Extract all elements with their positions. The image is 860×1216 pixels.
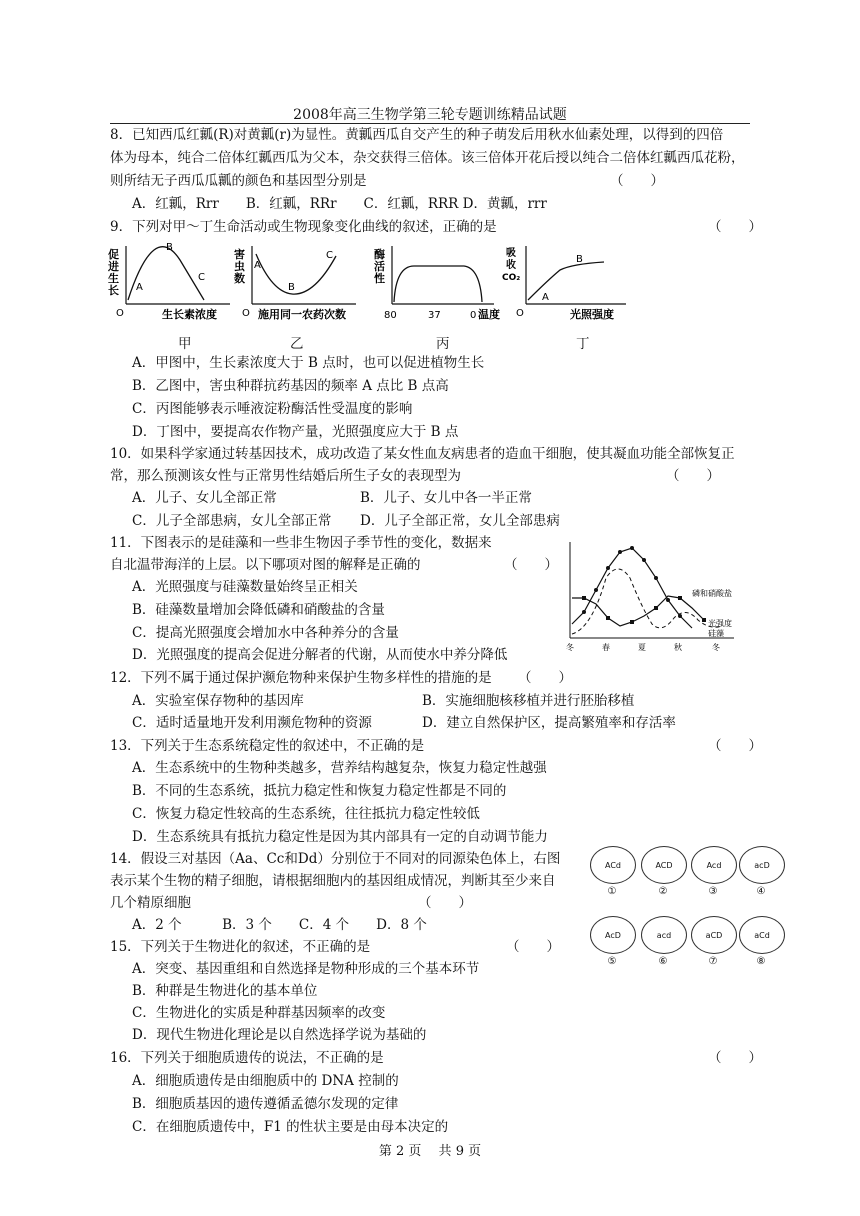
q10-option-d: D．儿子全部正常，女儿全部患病: [360, 513, 560, 529]
q14-line1: 14．假设三对基因（Aa、Cc和Dd）分别位于不同对的同源染色体上，右图: [110, 851, 561, 867]
jia-point-b: B: [166, 242, 173, 253]
sperm-num-8: ⑧: [756, 956, 766, 967]
q8-answer-paren: （ ）: [610, 173, 664, 189]
q9-answer-paren: （ ）: [708, 219, 762, 235]
season-spring: 春: [602, 643, 610, 652]
ding-ylabel-1: 收: [506, 260, 516, 271]
q9-option-b: B．乙图中，害虫种群抗药基因的频率 A 点比 B 点高: [132, 378, 449, 394]
graph-jia-name: 甲: [178, 336, 192, 352]
q14-line3: 几个精原细胞: [110, 895, 191, 911]
yi-point-c: C: [326, 250, 333, 261]
q15-option-d: D．现代生物进化理论是以自然选择学说为基础的: [132, 1027, 427, 1043]
sperm-num-5: ⑤: [607, 956, 617, 967]
q11-option-a: A．光照强度与硅藻数量始终呈正相关: [132, 579, 358, 595]
q11-answer-paren: （ ）: [504, 557, 558, 573]
graph-bing-name: 丙: [436, 336, 450, 352]
sperm-cell-5: AcD: [590, 916, 636, 954]
ding-origin: O: [516, 308, 524, 319]
q15-option-c: C．生物进化的实质是种群基因频率的改变: [132, 1005, 386, 1021]
q9-stem: 9．下列对甲～丁生命活动或生物现象变化曲线的叙述，正确的是: [110, 219, 497, 235]
q13-stem: 13．下列关于生态系统稳定性的叙述中，不正确的是: [110, 738, 425, 754]
q16-answer-paren: （ ）: [708, 1050, 762, 1066]
jia-ylabel-1: 进: [108, 260, 119, 273]
graph-ding: [500, 240, 630, 332]
q16-option-a: A．细胞质遗传是由细胞质中的 DNA 控制的: [132, 1073, 399, 1089]
ding-point-a: A: [542, 292, 549, 303]
ding-ylabel-0: 吸: [506, 248, 516, 259]
q16-option-c: C．在细胞质遗传中，F1 的性状主要是由母本决定的: [132, 1119, 449, 1135]
q11-option-b: B．硅藻数量增加会降低磷和硝酸盐的含量: [132, 602, 385, 618]
q13-answer-paren: （ ）: [708, 738, 762, 754]
q12-option-b: B．实施细胞核移植并进行胚胎移植: [422, 693, 635, 709]
q8-options: A．红瓤，Rrr B．红瓤，RRr C．红瓤，RRR D．黄瓤，rrr: [132, 196, 547, 212]
q12-option-c: C．适时适量地开发利用濒危物种的资源: [132, 715, 372, 731]
jia-xlabel: 生长素浓度: [162, 308, 217, 321]
sperm-cell-3: Acd: [691, 846, 737, 884]
sperm-num-1: ①: [607, 886, 617, 897]
q13-option-c: C．恢复力稳定性较高的生态系统，往往抵抗力稳定性较低: [132, 806, 480, 822]
graph-yi-name: 乙: [290, 336, 304, 352]
q16-option-b: B．细胞质基因的遗传遵循孟德尔发现的定律: [132, 1096, 399, 1112]
q13-option-a: A．生态系统中的生物种类越多，营养结构越复杂，恢复力稳定性越强: [132, 760, 547, 776]
sperm-num-2: ②: [658, 886, 668, 897]
q11-option-c: C．提高光照强度会增加水中各种养分的含量: [132, 625, 399, 641]
jia-ylabel-2: 生: [108, 272, 119, 285]
q12-option-a: A．实验室保存物种的基因库: [132, 693, 304, 709]
sperm-cell-7: aCD: [691, 916, 737, 954]
q13-option-b: B．不同的生态系统，抵抗力稳定性和恢复力稳定性都是不同的: [132, 783, 507, 799]
seasonal-chart: [562, 538, 738, 656]
bing-tick-80: 80: [384, 310, 397, 321]
q9-option-d: D．丁图中，要提高农作物产量，光照强度应大于 B 点: [132, 424, 459, 440]
bing-ylabel-1: 活: [374, 260, 385, 273]
yi-point-a: A: [254, 260, 261, 271]
graph-jia: [106, 240, 234, 332]
jia-point-c: C: [198, 272, 205, 283]
page-footer: 第 2 页 共 9 页: [378, 1144, 482, 1159]
q13-option-d: D．生态系统具有抵抗力稳定性是因为其内部具有一定的自动调节能力: [132, 829, 548, 845]
q12-stem: 12．下列不属于通过保护濒危物种来保护生物多样性的措施的是: [110, 670, 492, 686]
q12-option-d: D．建立自然保护区，提高繁殖率和存活率: [422, 715, 676, 731]
yi-xlabel: 施用同一农药次数: [258, 308, 346, 321]
q8-line3: 则所结无子西瓜瓜瓤的颜色和基因型分别是: [110, 173, 367, 189]
sperm-num-4: ④: [756, 886, 766, 897]
sperm-num-6: ⑥: [658, 956, 668, 967]
q15-option-a: A．突变、基因重组和自然选择是物种形成的三个基本环节: [132, 961, 480, 977]
q14-answer-paren: （ ）: [418, 895, 472, 911]
bing-tick-37: 37: [428, 310, 441, 321]
yi-ylabel-2: 数: [234, 272, 245, 285]
seasonal-diatom-label: 硅藻: [708, 629, 724, 638]
seasonal-light-label: 光强度: [708, 619, 732, 628]
q10-option-b: B．儿子、女儿中各一半正常: [360, 490, 532, 506]
sperm-cell-4: acD: [739, 846, 785, 884]
q8-line1: 8．已知西瓜红瓤(R)对黄瓤(r)为显性。黄瓤西瓜自交产生的种子萌发后用秋水仙素处理，以得到的四倍: [110, 127, 724, 143]
q14-options: A．2 个 B．3 个 C．4 个 D．8 个: [132, 917, 427, 933]
q12-answer-paren: （ ）: [518, 670, 572, 686]
q9-option-c: C．丙图能够表示唾液淀粉酶活性受温度的影响: [132, 401, 413, 417]
q14-line2: 表示某个生物的精子细胞，请根据细胞内的基因组成情况，判断其至少来自: [110, 873, 556, 889]
sperm-cell-2: ACD: [641, 846, 687, 884]
ding-point-b: B: [576, 254, 583, 265]
jia-ylabel-3: 长: [108, 284, 119, 297]
sperm-cell-8: aCd: [739, 916, 785, 954]
graph-ding-name: 丁: [576, 336, 590, 352]
season-winter-1: 冬: [566, 643, 574, 652]
page-header: 2008年高三生物学第三轮专题训练精品试题: [293, 107, 567, 123]
graph-bing: [370, 240, 500, 332]
sperm-num-3: ③: [708, 886, 718, 897]
yi-ylabel-0: 害: [234, 248, 245, 261]
yi-point-b: B: [288, 282, 295, 293]
jia-point-a: A: [136, 282, 143, 293]
q15-option-b: B．种群是生物进化的基本单位: [132, 983, 318, 999]
q8-line2: 体为母本，纯合二倍体红瓤西瓜为父本，杂交获得三倍体。该三倍体开花后授以纯合二倍体红瓤西瓜花粉，: [110, 150, 745, 166]
sperm-cell-1: ACd: [590, 846, 636, 884]
graph-yi: [232, 240, 362, 332]
yi-ylabel-1: 虫: [234, 260, 245, 273]
q10-line2: 常，那么预测该女性与正常男性结婚后所生子女的表现型为: [110, 468, 461, 484]
q11-option-d: D．光照强度的提高会促进分解者的代谢，从而使水中养分降低: [132, 647, 508, 663]
q15-stem: 15．下列关于生物进化的叙述，不正确的是: [110, 939, 371, 955]
q9-option-a: A．甲图中，生长素浓度大于 B 点时，也可以促进植物生长: [132, 355, 485, 371]
season-autumn: 秋: [674, 643, 682, 652]
q11-line1: 11．下图表示的是硅藻和一些非生物因子季节性的变化，数据来: [110, 535, 492, 551]
jia-origin: O: [116, 308, 124, 319]
q15-answer-paren: （ ）: [506, 939, 560, 955]
q10-line1: 10．如果科学家通过转基因技术，成功改造了某女性血友病患者的造血干细胞，使其凝血功能全部恢复正: [110, 446, 735, 462]
bing-xlabel: 温度: [478, 308, 500, 321]
yi-origin: O: [242, 308, 250, 319]
ding-xlabel: 光照强度: [570, 308, 614, 321]
q16-stem: 16．下列关于细胞质遗传的说法，不正确的是: [110, 1050, 384, 1066]
seasonal-nutrient-label: 磷和硝酸盐: [692, 589, 732, 598]
bing-tick-0: 0: [470, 310, 477, 321]
q10-option-a: A．儿子、女儿全部正常: [132, 490, 277, 506]
q10-option-c: C．儿子全部患病，女儿全部正常: [132, 513, 332, 529]
jia-ylabel-0: 促: [108, 248, 119, 261]
season-summer: 夏: [638, 643, 646, 652]
sperm-num-7: ⑦: [708, 956, 718, 967]
header-rule: [110, 123, 750, 124]
ding-ylabel-2: CO₂: [502, 273, 521, 283]
bing-ylabel-2: 性: [374, 272, 385, 285]
q10-answer-paren: （ ）: [666, 468, 720, 484]
sperm-cell-6: acd: [641, 916, 687, 954]
season-winter-2: 冬: [712, 643, 720, 652]
bing-ylabel-0: 酶: [374, 248, 385, 261]
q11-line2: 自北温带海洋的上层。以下哪项对图的解释是正确的: [110, 557, 421, 573]
